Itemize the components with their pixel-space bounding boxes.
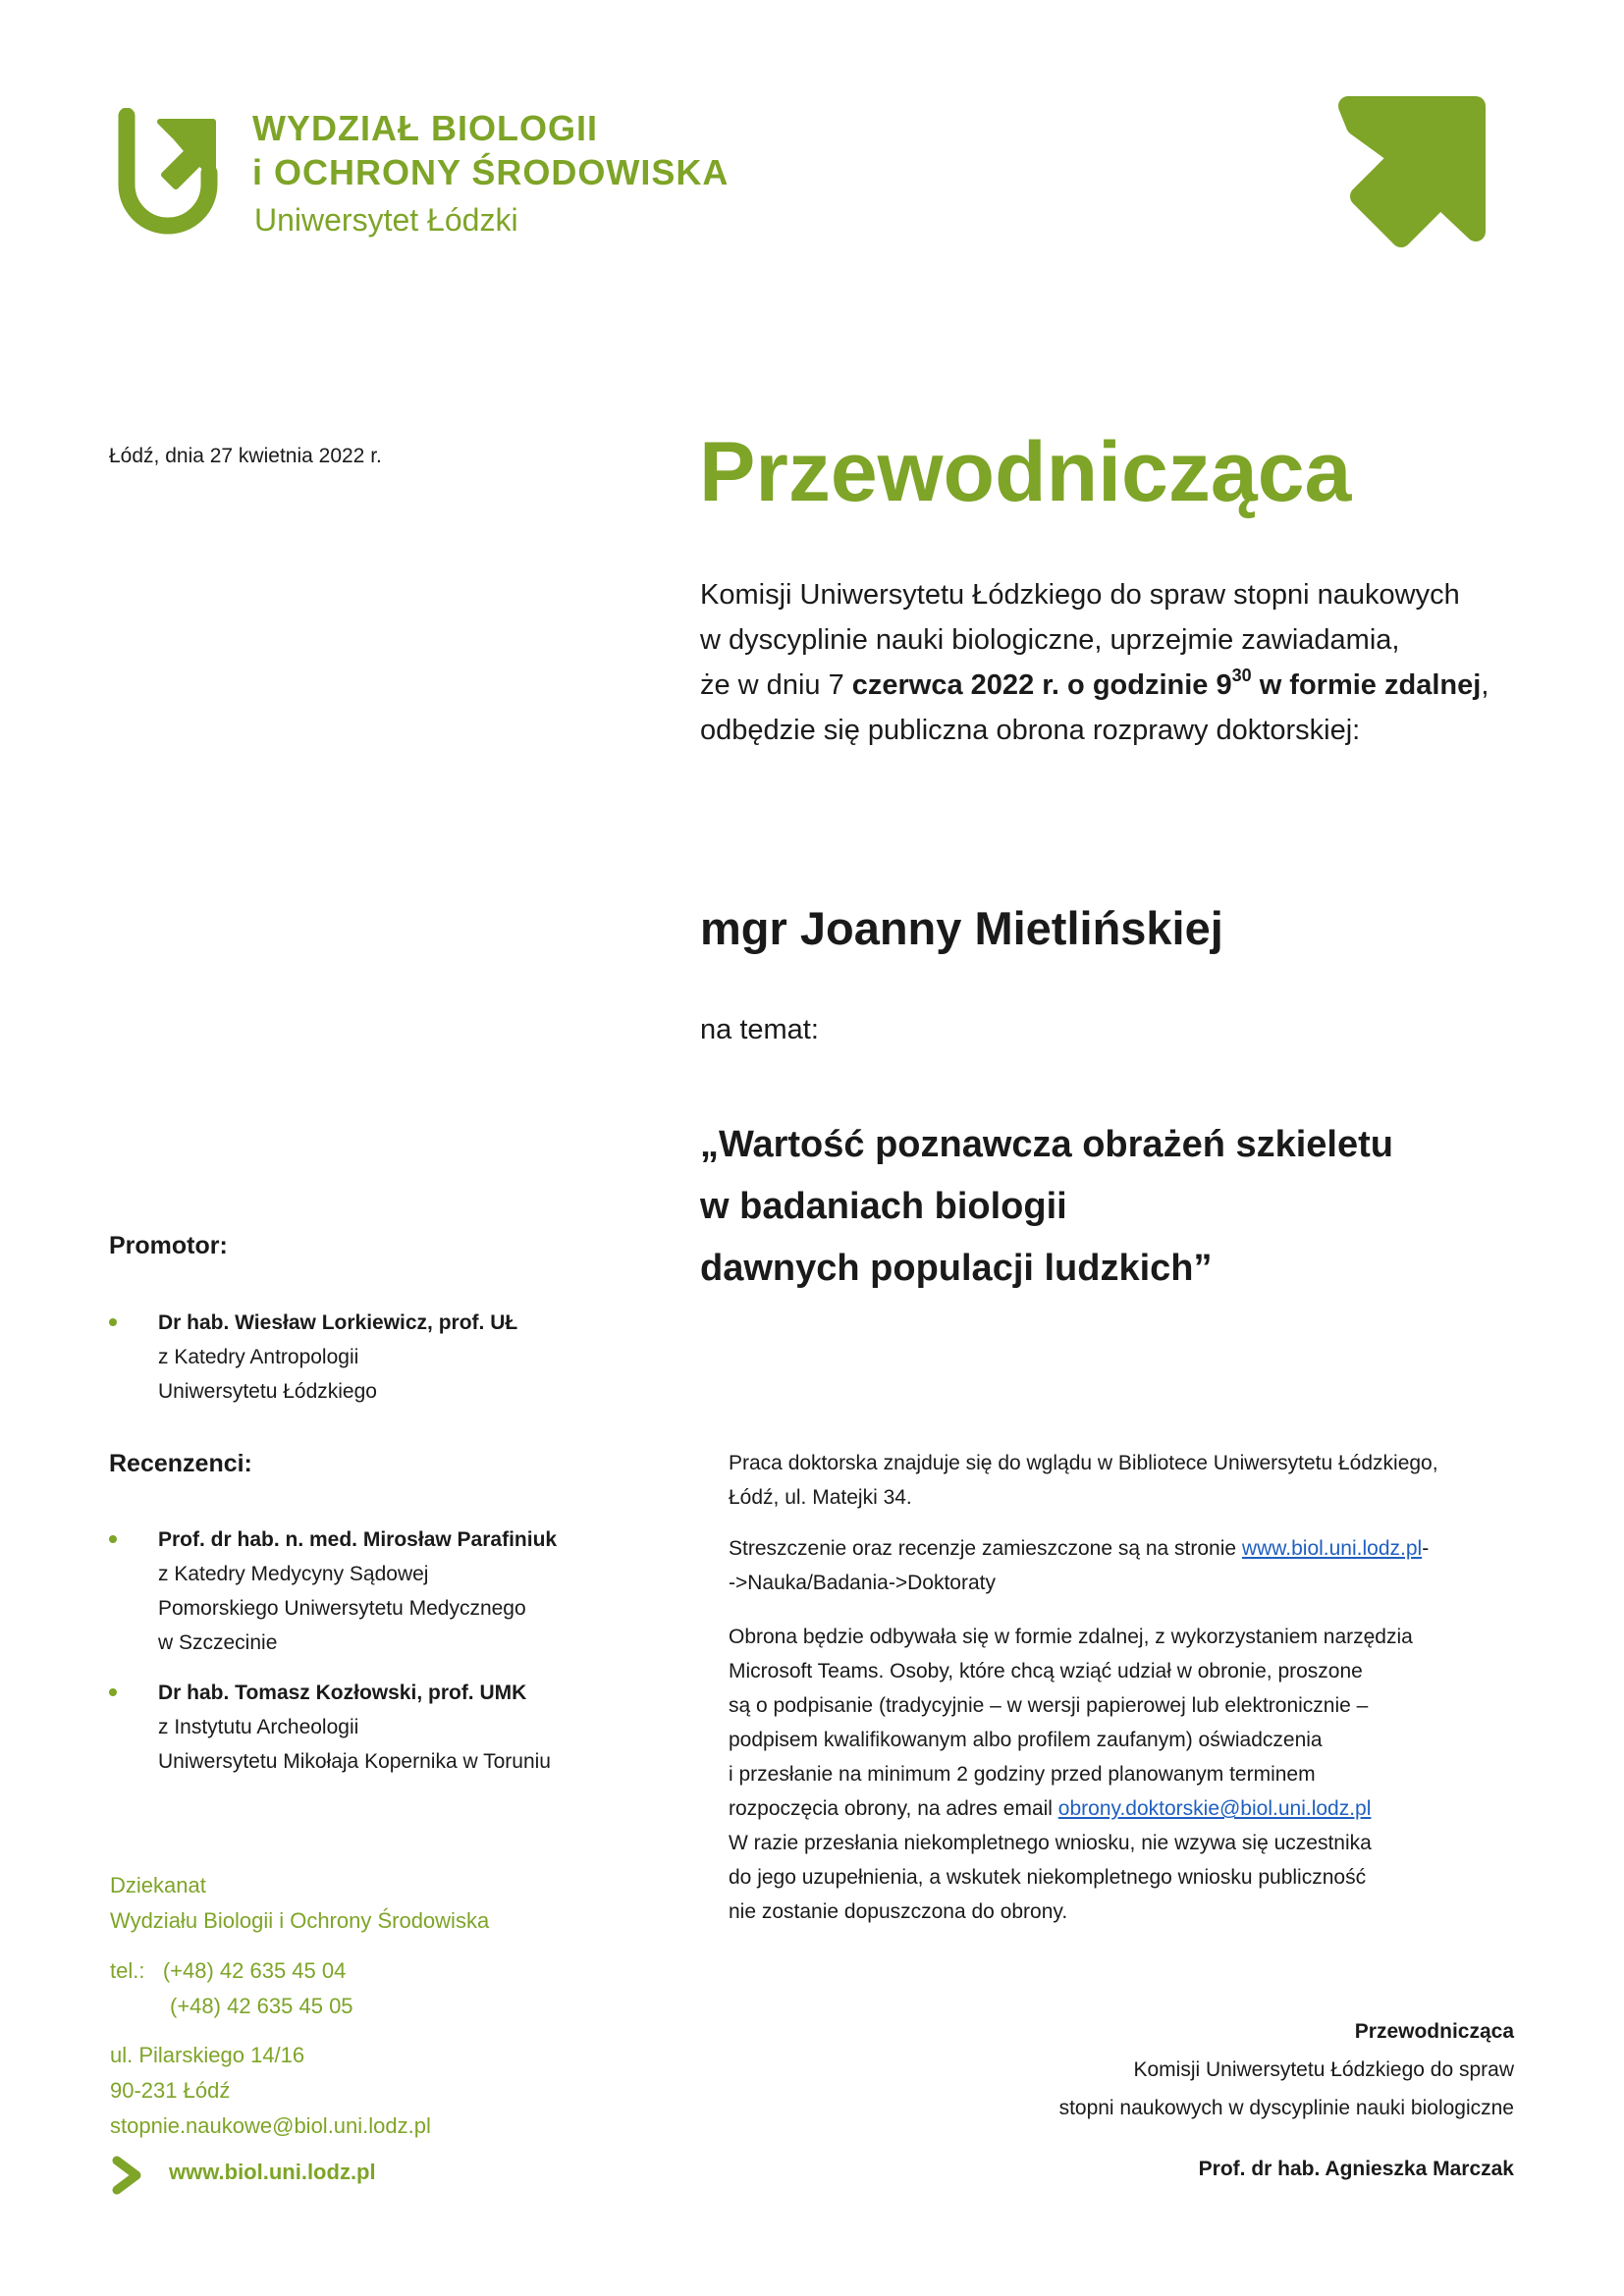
footer-website-link[interactable]: www.biol.uni.lodz.pl	[169, 2160, 376, 2184]
info-paragraph-website	[729, 1531, 1534, 1600]
info-line: Obrona będzie odbywała się w formie zdalnej, z wykorzystaniem narzędzia	[729, 1626, 1413, 1648]
reviewers-heading: Recenzenci:	[109, 1450, 252, 1477]
intro-text: ,	[1481, 669, 1489, 701]
info-line: W razie przesłania niekompletnego wniosku, nie wzywa się uczestnika	[729, 1832, 1372, 1854]
contact-email[interactable]: stopnie.naukowe@biol.uni.lodz.pl	[110, 2113, 431, 2138]
promotor-heading: Promotor:	[109, 1232, 228, 1259]
signature-line: Komisji Uniwersytetu Łódzkiego do spraw	[1133, 2058, 1514, 2081]
phone-number: (+48) 42 635 45 04	[162, 1958, 347, 1983]
contact-line: 90-231 Łódź	[110, 2078, 231, 2103]
defense-date-time: czerwca 2022 r. o godzinie $9^{30}$ w formie zdalnej	[851, 666, 1482, 701]
email-link[interactable]: obrony.doktorskie@biol.uni.lodz.pl	[1057, 1797, 1372, 1820]
page-title: Przewodnicząca	[699, 425, 1352, 519]
intro-line: odbędzie się publiczna obrona rozprawy doktorskiej:	[700, 715, 1361, 746]
bullet-icon	[109, 1318, 117, 1326]
faculty-name-line1: WYDZIAŁ BIOLOGII	[252, 108, 598, 148]
bullet-icon	[109, 1688, 117, 1696]
info-paragraph-remote-defense	[729, 1620, 1534, 1929]
arrow-right-icon	[111, 2156, 144, 2195]
contact-line: ul. Pilarskiego 14/16	[110, 2043, 305, 2067]
bullet-icon	[109, 1535, 117, 1543]
thesis-title	[700, 1114, 1564, 1300]
signature-block	[1059, 2012, 1514, 2127]
info-line: ->Nauka/Badania->Doktoraty	[729, 1572, 996, 1594]
info-paragraph-library	[729, 1446, 1534, 1515]
topic-label: na temat:	[700, 1014, 819, 1045]
person-affiliation: z Katedry Medycyny Sądowej	[158, 1563, 429, 1585]
thesis-title-line: „Wartość poznawcza obrażeń szkieletu	[700, 1124, 1393, 1165]
info-line: i przesłanie na minimum 2 godziny przed planowanym terminem	[729, 1763, 1316, 1786]
intro-line: w dyscyplinie nauki biologiczne, uprzejmie zawiadamia,	[700, 624, 1400, 656]
info-line: Streszczenie oraz recenzje zamieszczone są na stronie www.biol.uni.lodz.pl-	[729, 1537, 1430, 1560]
contact-line: Wydziału Biologii i Ochrony Środowiska	[110, 1908, 490, 1933]
info-line: Microsoft Teams. Osoby, które chcą wziąć udział w obronie, proszone	[729, 1660, 1363, 1682]
intro-text: że w dniu 7	[700, 669, 852, 701]
person-name: Prof. dr hab. n. med. Mirosław Parafiniuk	[158, 1528, 558, 1551]
arrow-up-right-icon	[1330, 96, 1489, 250]
announcement-intro	[700, 572, 1544, 753]
intro-line: Komisji Uniwersytetu Łódzkiego do spraw stopni naukowych	[700, 579, 1460, 611]
info-line: podpisem kwalifikowanym albo profilem zaufanym) oświadczenia	[729, 1729, 1323, 1751]
reviewer-entry	[109, 1676, 551, 1779]
person-affiliation: w Szczecinie	[158, 1631, 278, 1654]
info-line: Łódź, ul. Matejki 34.	[729, 1486, 912, 1509]
website-link[interactable]: www.biol.uni.lodz.pl	[1241, 1537, 1423, 1560]
phone-number: (+48) 42 635 45 05	[170, 1994, 353, 2018]
person-affiliation: z Instytutu Archeologii	[158, 1716, 359, 1738]
info-line: Praca doktorska znajduje się do wglądu w Bibliotece Uniwersytetu Łódzkiego,	[729, 1452, 1438, 1474]
signature-title: Przewodnicząca	[1354, 2020, 1514, 2043]
promotor-entry	[109, 1306, 517, 1409]
signatory-name: Prof. dr hab. Agnieszka Marczak	[1198, 2158, 1514, 2180]
person-name: Dr hab. Tomasz Kozłowski, prof. UMK	[158, 1682, 527, 1704]
faculty-logo-icon	[113, 108, 223, 238]
thesis-title-line: w badaniach biologii	[700, 1186, 1067, 1227]
signature-line: stopni naukowych w dyscyplinie nauki biologiczne	[1058, 2097, 1514, 2119]
info-line: rozpoczęcia obrony, na adres email obrony.doktorskie@biol.uni.lodz.pl	[729, 1797, 1372, 1820]
contact-line: tel.: (+48) 42 635 45 04	[110, 1958, 347, 1983]
person-affiliation: Uniwersytetu Łódzkiego	[158, 1380, 377, 1403]
person-affiliation: Pomorskiego Uniwersytetu Medycznego	[158, 1597, 526, 1620]
university-name: Uniwersytet Łódzki	[254, 202, 518, 238]
contact-line: Dziekanat	[110, 1873, 206, 1897]
candidate-name: mgr Joanny Mietlińskiej	[700, 902, 1223, 954]
reviewer-entry	[109, 1522, 557, 1660]
info-line: do jego uzupełnienia, a wskutek niekompletnego wniosku publiczność	[729, 1866, 1367, 1889]
postal-address	[110, 2038, 431, 2144]
person-name: Dr hab. Wiesław Lorkiewicz, prof. UŁ	[158, 1311, 518, 1334]
dean-office	[110, 1868, 489, 1939]
info-line: są o podpisanie (tradycyjnie – w wersji papierowej lub elektronicznie –	[729, 1694, 1369, 1717]
phone-numbers	[110, 1953, 353, 2024]
faculty-name-line2: i OCHRONY ŚRODOWISKA	[252, 152, 730, 192]
thesis-title-line: dawnych populacji ludzkich”	[700, 1248, 1213, 1289]
person-affiliation: Uniwersytetu Mikołaja Kopernika w Toruniu	[158, 1750, 551, 1773]
document-date: Łódź, dnia 27 kwietnia 2022 r.	[109, 445, 382, 467]
person-affiliation: z Katedry Antropologii	[158, 1346, 359, 1368]
info-line: nie zostanie dopuszczona do obrony.	[729, 1900, 1068, 1923]
intro-line	[700, 663, 1544, 708]
